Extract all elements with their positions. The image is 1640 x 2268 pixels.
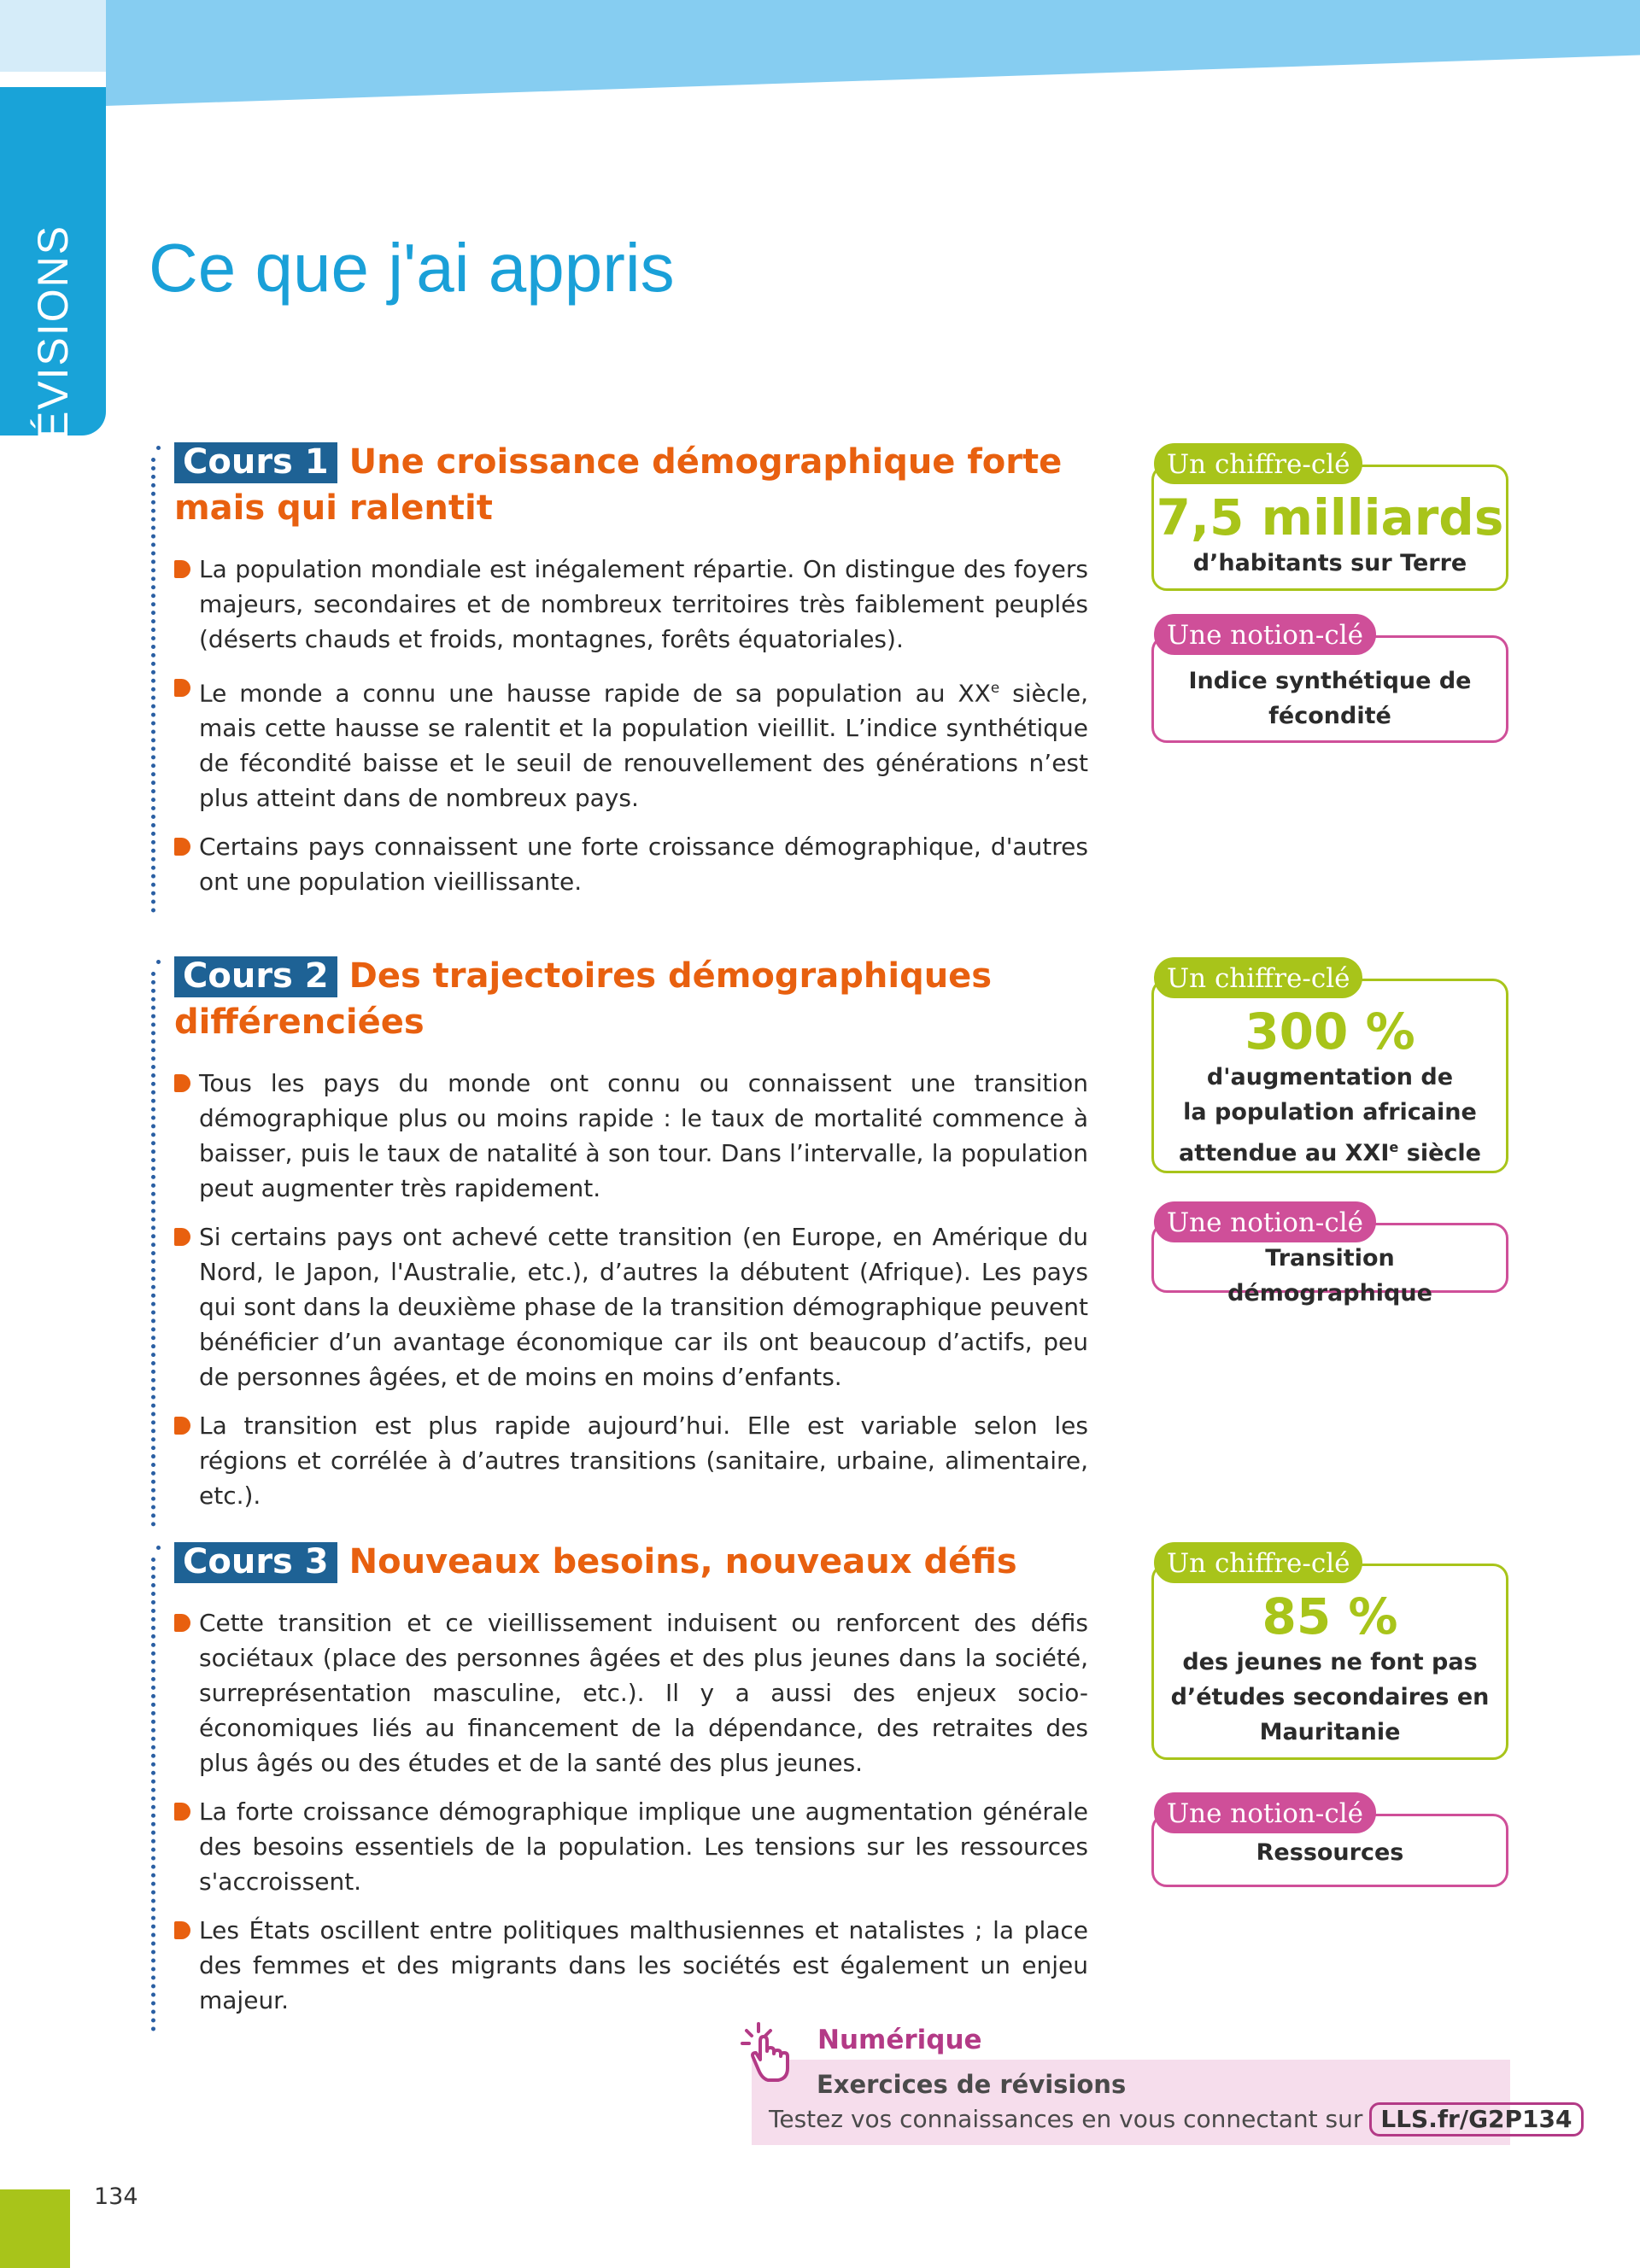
dotted-rule (151, 972, 155, 1527)
bullet-item (174, 670, 1088, 815)
course-badge: Cours 2 (174, 956, 337, 997)
key-notion-text: Transition démographique (1227, 1245, 1432, 1306)
superscript: e (990, 679, 1000, 696)
course-2-title (174, 953, 1088, 1045)
key-figure-label: Un chiffre-clé (1154, 443, 1362, 484)
course-3-title (174, 1539, 1088, 1585)
course-badge: Cours 3 (174, 1542, 337, 1583)
bullet-item: Les États oscillent entre politiques malthusiennes et natalistes ; la place des femmes et des migrants dans les sociétés est également un enjeu majeur. (174, 1913, 1088, 2018)
key-figure-box-2 (1151, 963, 1508, 1173)
key-figure-text (1154, 1060, 1506, 1190)
bullet-item: Tous les pays du monde ont connu ou connaissent une transition démographique plus ou moins rapide : le taux de mortalité commence à baisser, puis le taux de natalité à son tour. Dans l’intervalle, la population peut augmenter très rapidement. (174, 1066, 1088, 1206)
bullet-item: Si certains pays ont achevé cette transition (en Europe, en Amérique du Nord, le Japon, l'Australie, etc.), d’autres la débutent (Afrique). Les pays qui sont dans la deuxième phase de la transition démographique peuvent bénéficier d’un avantage économique car ils ont beaucoup d’actifs, peu de personnes âgées, et de moins en moins d’enfants. (174, 1219, 1088, 1394)
course-heading: Une croissance démographique forte mais qui ralentit (174, 442, 1063, 528)
page-title: Ce que j'ai appris (149, 230, 675, 306)
course-heading: Nouveaux besoins, nouveaux défis (348, 1542, 1017, 1581)
course-2-bullets (174, 1066, 1088, 1513)
bullet-item: Cette transition et ce vieillissement induisent ou renforcent des défis sociétaux (place des personnes âgées et des plus jeunes dans la société, surreprésentation masculine, etc.). Il y a aussi des enjeux socio-économiques liés au financement de la dépendance, des retraites des plus âgés ou des études et de la santé des plus jeunes. (174, 1605, 1088, 1780)
course-3-section (174, 1539, 1088, 2031)
key-figure-box-3 (1151, 1548, 1508, 1760)
key-figure-text: des jeunes ne font pas d’études secondaires en Mauritanie (1170, 1649, 1490, 1745)
bullet-item: La transition est plus rapide aujourd’hui. Elle est variable selon les régions et corrélée à d’autres transitions (sanitaire, urbaine, alimentaire, etc.). (174, 1408, 1088, 1513)
course-1-bullets (174, 552, 1088, 899)
key-figure-label: Un chiffre-clé (1154, 1542, 1362, 1583)
key-figure-line (1168, 1130, 1492, 1171)
key-notion-label: Une notion-clé (1154, 1792, 1376, 1833)
key-figure-number: 85 % (1262, 1587, 1398, 1645)
bullet-item: Certains pays connaissent une forte croissance démographique, d'autres ont une population vieillissante. (174, 829, 1088, 899)
page-number: 134 (94, 2183, 138, 2210)
key-figure-label: Un chiffre-clé (1154, 957, 1362, 998)
key-figure-line: la population africaine (1183, 1099, 1477, 1125)
key-figure-number: 300 % (1245, 1002, 1415, 1061)
key-figure-text: d’habitants sur Terre (1192, 550, 1467, 576)
course-3-bullets (174, 1605, 1088, 2018)
course-1-section (174, 439, 1088, 913)
course-1-title (174, 439, 1088, 531)
course-heading: Des trajectoires démographiques différenciées (174, 956, 993, 1042)
key-figure-line: d'augmentation de (1206, 1064, 1454, 1090)
course-2-section (174, 953, 1088, 1527)
key-notion-label: Une notion-clé (1154, 1201, 1376, 1242)
numerique-title: Numérique (817, 2025, 982, 2055)
superscript: e (1389, 1139, 1399, 1155)
key-figure-box-1 (1151, 449, 1508, 591)
numerique-text-line (769, 2102, 1584, 2136)
course-badge: Cours 1 (174, 442, 337, 483)
key-notion-box-2 (1151, 1207, 1508, 1306)
key-notion-text: Indice synthétique de fécondité (1188, 668, 1472, 729)
dotted-rule (151, 1558, 155, 2031)
bullet-item: La population mondiale est inégalement répartie. On distingue des foyers majeurs, secondaires et de nombreux territoires très faiblement peuplés (déserts chauds et froids, montagnes, forêts équatoriales). (174, 552, 1088, 657)
key-notion-box-1 (1151, 620, 1508, 743)
key-figure-number: 7,5 milliards (1156, 488, 1504, 547)
key-notion-text: Ressources (1256, 1839, 1404, 1866)
hand-pointer-icon (740, 2020, 798, 2084)
side-tab (0, 87, 106, 473)
bullet-text: siècle, mais cette hausse se ralentit et la population vieillit. L’indice synthétique de fécondité baisse et le seuil de renouvellement des générations n’est plus atteint dans de nombreux pays. (199, 679, 1088, 813)
dotted-rule (151, 458, 155, 913)
bullet-item: La forte croissance démographique implique une augmentation générale des besoins essentiels de la population. Les tensions sur les ressources s'accroissent. (174, 1794, 1088, 1899)
footer-marker (0, 2189, 70, 2268)
key-notion-box-3 (1151, 1798, 1508, 1887)
bullet-text: Le monde a connu une hausse rapide de sa population au XX (199, 679, 991, 708)
side-tab-label: RÉVISIONS (29, 224, 77, 473)
numerique-subtitle: Exercices de révisions (817, 2070, 1127, 2099)
header-corner (0, 0, 106, 72)
key-notion-label: Une notion-clé (1154, 614, 1376, 655)
numerique-link[interactable]: LLS.fr/G2P134 (1369, 2102, 1583, 2136)
key-figure-line-part: siècle (1398, 1140, 1481, 1166)
header-band (106, 0, 1640, 106)
key-figure-line-part: attendue au XXI (1179, 1140, 1390, 1166)
numerique-text: Testez vos connaissances en vous connectant sur (769, 2105, 1363, 2133)
